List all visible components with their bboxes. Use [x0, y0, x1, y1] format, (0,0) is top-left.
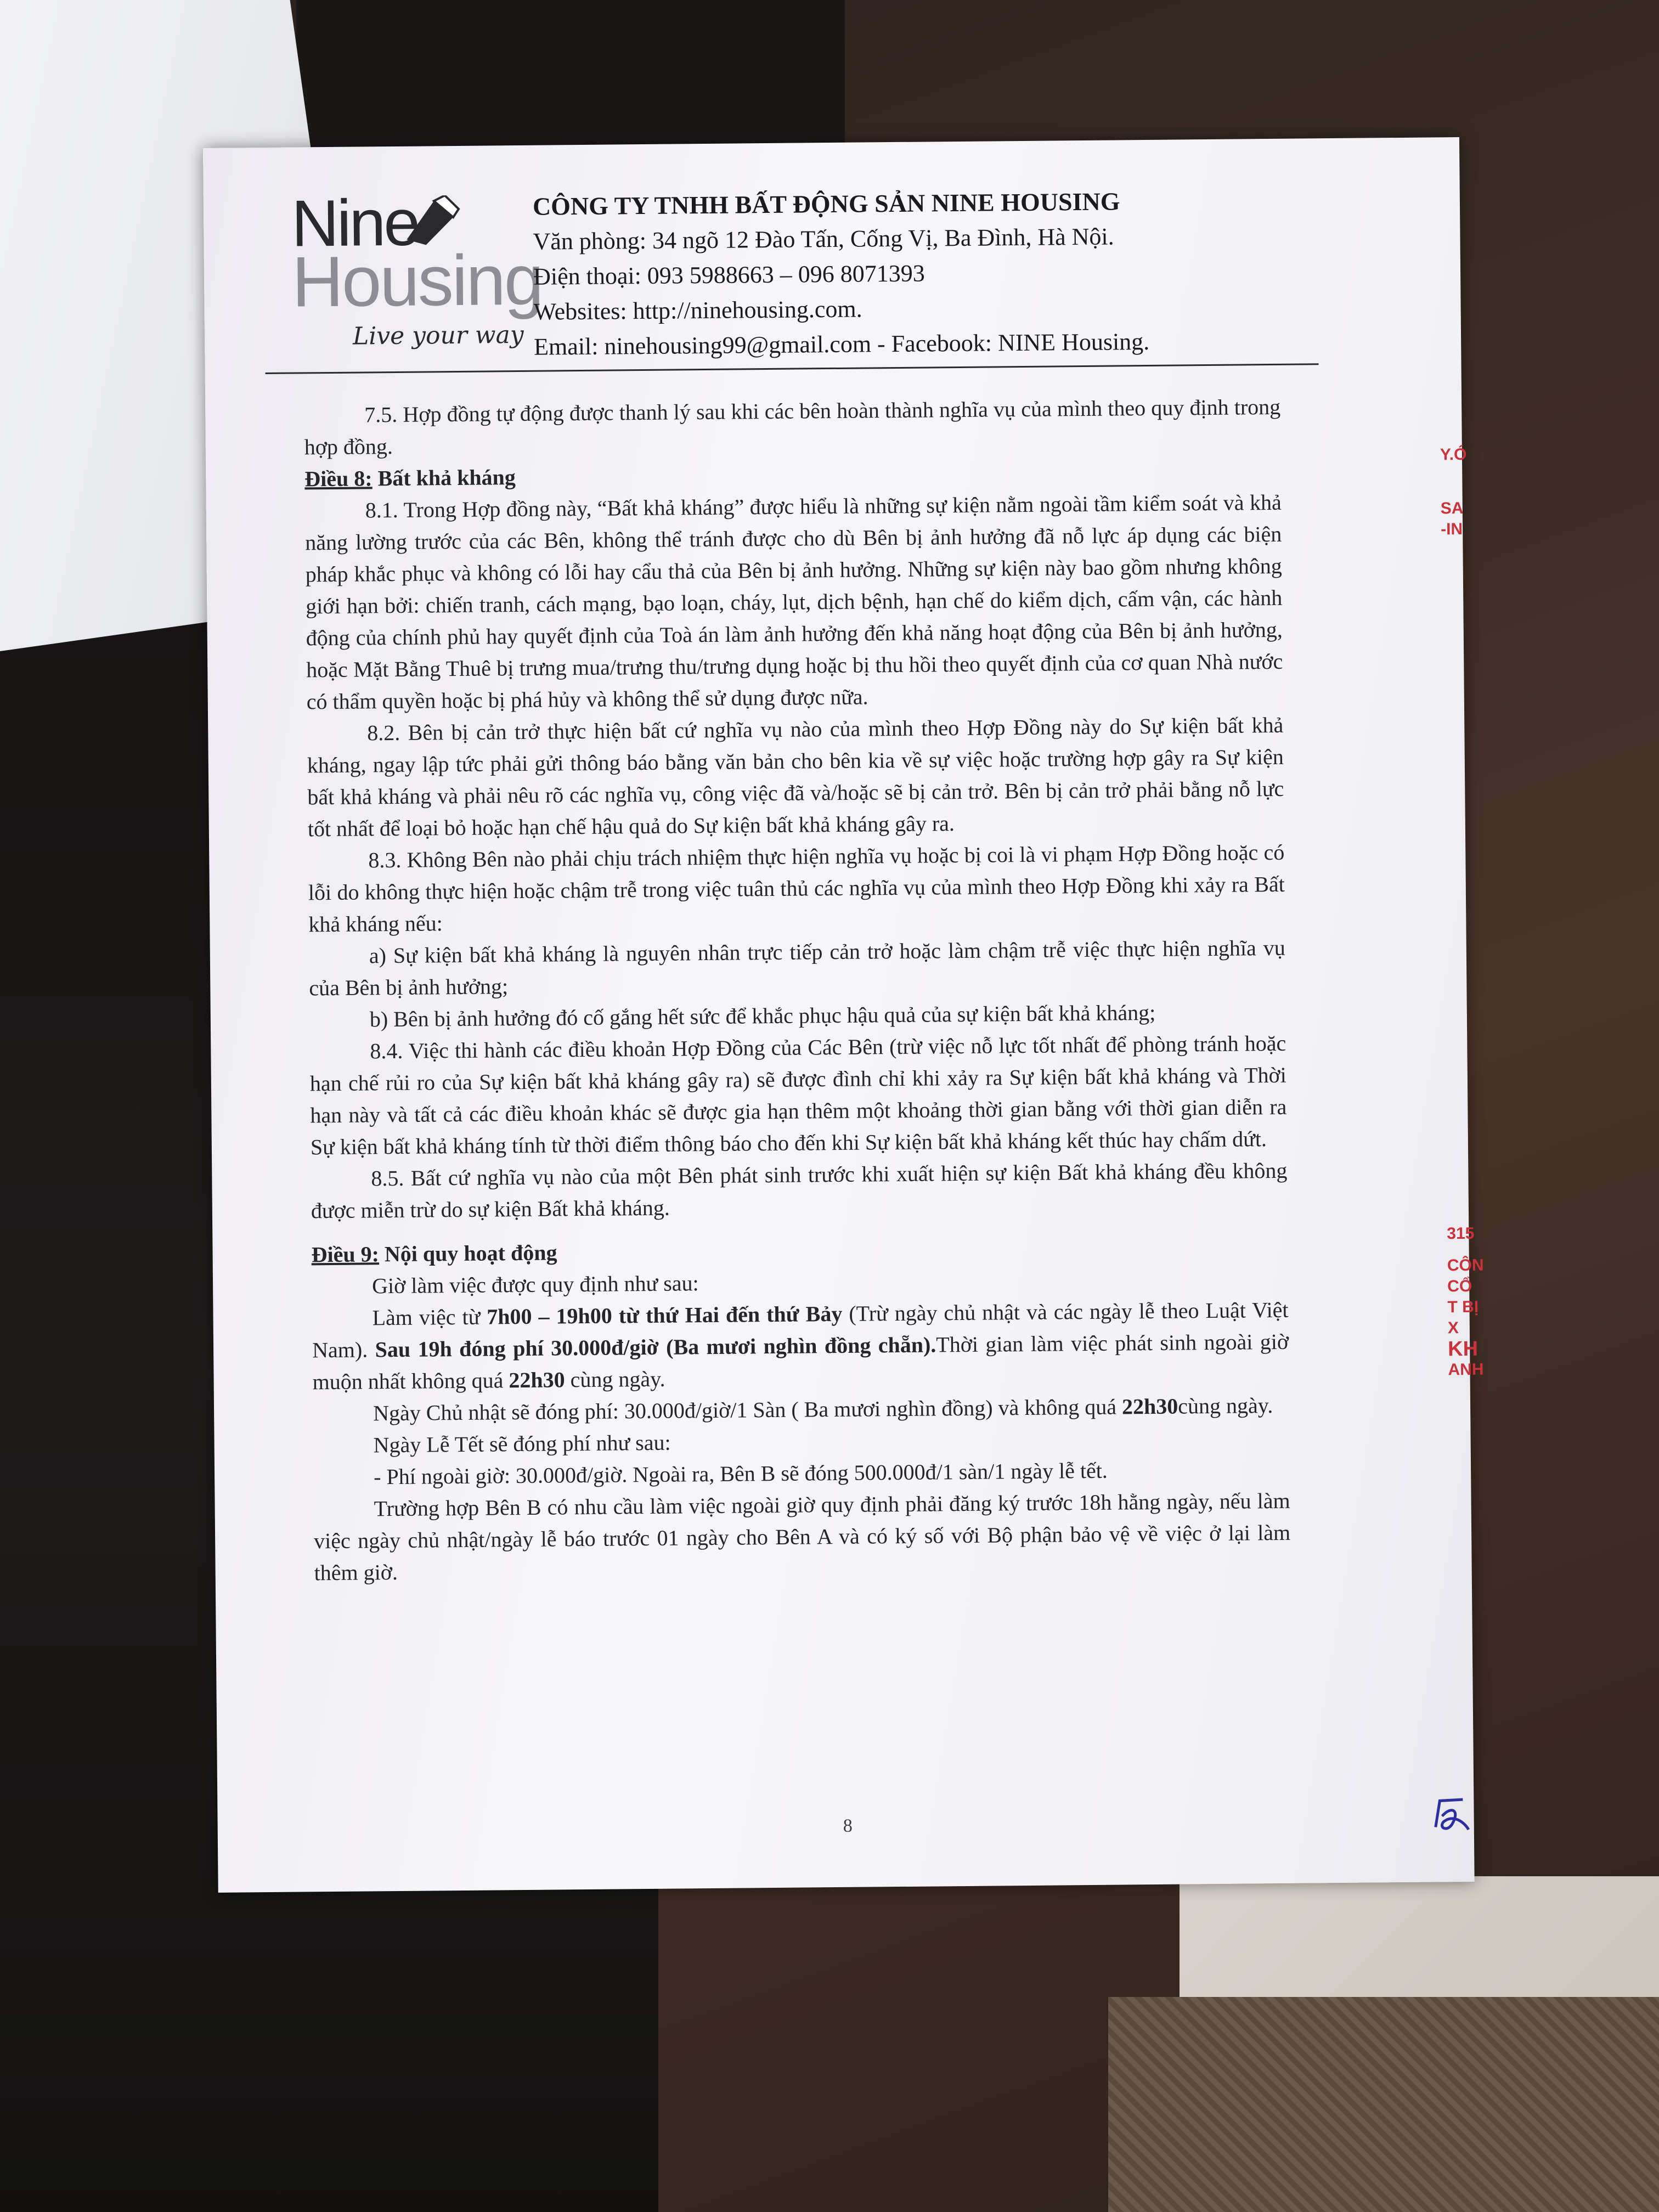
company-website: Websites: http://ninehousing.com. — [533, 295, 862, 325]
company-office: Văn phòng: 34 ngõ 12 Đào Tấn, Cống Vị, Ba Đình, Hà Nội. — [533, 223, 1114, 255]
fabric-background — [1108, 1997, 1659, 2212]
page-number: 8 — [843, 1815, 853, 1836]
signature-mark — [1430, 1794, 1474, 1838]
company-name: CÔNG TY TNHH BẤT ĐỘNG SẢN NINE HOUSING — [532, 187, 1120, 221]
hours-text-d: Sau 19h đóng phí 30.000đ/giờ (Ba mươi nghìn đồng chẵn). — [375, 1332, 936, 1362]
stamp-text: KH — [1448, 1337, 1479, 1361]
hours-intro: Giờ làm việc được quy định như sau: — [371, 1271, 699, 1299]
document-body — [304, 391, 1291, 1589]
sunday-text-c: cùng ngày. — [1178, 1393, 1273, 1419]
stamp-fragment-top — [1440, 444, 1485, 540]
logo-word-nine: Nine — [291, 185, 419, 261]
hours-text-b: 7h00 – 19h00 từ thứ Hai đến thứ Bảy — [487, 1301, 843, 1329]
stamp-text: T BỊ X — [1447, 1297, 1479, 1338]
overtime-fee: - Phí ngoài giờ: 30.000đ/giờ. Ngoài ra, Bên B sẽ đóng 500.000đ/1 sàn/1 ngày lễ tết. — [373, 1458, 1108, 1489]
article-8-label: Điều 8: — [304, 466, 373, 492]
overtime-registration: Trường hợp Bên B có nhu cầu làm việc ngoài giờ quy định phải đăng ký trước 18h hằng ngày, nếu làm việc ngày chủ nhật/ngày lễ báo trước 01 ngày cho Bên A và có ký số với Bộ phận bảo vệ về việc ở lại làm thêm giờ. — [313, 1488, 1291, 1585]
holiday-fee-intro: Ngày Lễ Tết sẽ đóng phí như sau: — [373, 1430, 671, 1458]
company-phone: Điện thoại: 093 5988663 – 096 8071393 — [533, 259, 925, 290]
stamp-text: ANH — [1448, 1360, 1484, 1379]
hours-text-c: (Trừ ngày chủ nhật và các ngày lễ theo Luật Việt Nam). — [312, 1297, 1289, 1363]
stamp-text: Y.Ó — [1440, 445, 1467, 464]
clause-8-3: 8.3. Không Bên nào phải chịu trách nhiệm thực hiện nghĩa vụ hoặc bị coi là vi phạm Hợp Đồng hoặc có lỗi do không thực hiện hoặc chậm trễ trong việc tuân thủ các nghĩa vụ của mình theo Hợp Đồng khi xảy ra Bất khả kháng nếu: — [308, 839, 1285, 937]
stamp-text: 315 — [1447, 1224, 1475, 1243]
document-page — [203, 137, 1484, 1893]
stamp-text: -IN — [1441, 520, 1463, 539]
company-header — [533, 182, 1412, 365]
hours-text-g: cùng ngày. — [565, 1366, 665, 1392]
clause-8-5: 8.5. Bất cứ nghĩa vụ nào của một Bên phát sinh trước khi xuất hiện sự kiện Bất khả kháng đều không được miễn trừ do sự kiện Bất khả kháng. — [311, 1158, 1288, 1223]
article-9-title: Nội quy hoạt động — [384, 1240, 557, 1267]
clause-8-2: 8.2. Bên bị cản trở thực hiện bất cứ nghĩa vụ nào của mình theo Hợp Đồng này do Sự kiện bất khả kháng, ngay lập tức phải gửi thông báo bằng văn bản cho bên kia về sự việc hoặc trường hợp gây ra Sự kiện bất khả kháng và phải nêu rõ các nghĩa vụ, công việc đã và/hoặc sẽ bị cản trở. Bên bị cản trở phải bằng nỗ lực tốt nhất để loại bỏ hoặc hạn chế hậu quả do Sự kiện bất khả kháng gây ra. — [307, 712, 1284, 842]
clause-8-1: 8.1. Trong Hợp đồng này, “Bất khả kháng” được hiểu là những sự kiện nằm ngoài tầm kiểm soát và khả năng lường trước của các Bên, không thể tránh được cho dù Bên bị ảnh hưởng đã nỗ lực áp dụng các biện pháp khắc phục và không có lỗi hay cẩu thả của Bên bị ảnh hưởng. Những sự kiện này bao gồm nhưng không giới hạn bởi: chiến tranh, cách mạng, bạo loạn, cháy, lụt, dịch bệnh, hạn chế do kiểm dịch, cấm vận, các hành động của chính phủ hay quyết định của Toà án làm ảnh hưởng đến khả năng hoạt động của Bên bị ảnh hưởng, hoặc Mặt Bằng Thuê bị trưng mua/trưng thu/trưng dụng hoặc bị thu hồi theo quyết định của cơ quan Nhà nước có thẩm quyền hoặc bị phá hủy và không thể sử dụng được nữa. — [305, 489, 1283, 714]
logo-word-housing: Housing — [291, 239, 543, 322]
hours-text-f: 22h30 — [509, 1367, 565, 1393]
clause-8-4: 8.4. Việc thi hành các điều khoản Hợp Đồng của Các Bên (trừ việc nỗ lực tốt nhất để phòng tránh hoặc hạn chế rủi ro của Sự kiện bất khả kháng gây ra) sẽ được đình chỉ khi xảy ra Sự kiện bất khả kháng và Thời hạn này và tất cả các điều khoản khác sẽ được gia hạn thêm một khoảng thời gian bằng với thời gian diễn ra Sự kiện bất khả kháng tính từ thời điểm thông báo cho đến khi Sự kiện bất khả kháng kết thúc hay chấm dứt. — [309, 1030, 1287, 1160]
stamp-fragment-bottom — [1447, 1223, 1492, 1381]
clause-7-5: 7.5. Hợp đồng tự động được thanh lý sau khi các bên hoàn thành nghĩa vụ của mình theo quy định trong hợp đồng. — [304, 394, 1281, 460]
clause-8-3-b: b) Bên bị ảnh hưởng đó cố gắng hết sức để khắc phục hậu quả của sự kiện bất khả kháng; — [369, 1000, 1156, 1032]
stamp-text: SA — [1440, 499, 1464, 518]
company-logo — [291, 184, 543, 367]
pen-logo-icon — [401, 195, 462, 245]
working-hours — [312, 1294, 1289, 1398]
article-8-title: Bất khả kháng — [372, 465, 516, 491]
stamp-text: CỔ — [1447, 1277, 1472, 1296]
article-9-label: Điều 9: — [311, 1242, 380, 1267]
clause-8-3-a: a) Sự kiện bất khả kháng là nguyên nhân trực tiếp cản trở hoặc làm chậm trễ việc thực hiện nghĩa vụ của Bên bị ảnh hưởng; — [309, 935, 1285, 1001]
stamp-text: CÔN — [1447, 1256, 1484, 1275]
logo-tagline: Live your way — [352, 320, 524, 351]
hours-text-e: Thời gian làm việc phát sinh ngoài giờ muộn nhất không quá — [312, 1329, 1289, 1395]
company-email: Email: ninehousing99@gmail.com - Facebook: NINE Housing. — [533, 328, 1150, 360]
hours-text-a: Làm việc từ — [372, 1304, 487, 1330]
sunday-text-a: Ngày Chủ nhật sẽ đóng phí: 30.000đ/giờ/1 Sàn ( Ba mươi nghìn đồng) và không quá — [373, 1394, 1122, 1426]
sunday-text-b: 22h30 — [1121, 1393, 1178, 1419]
